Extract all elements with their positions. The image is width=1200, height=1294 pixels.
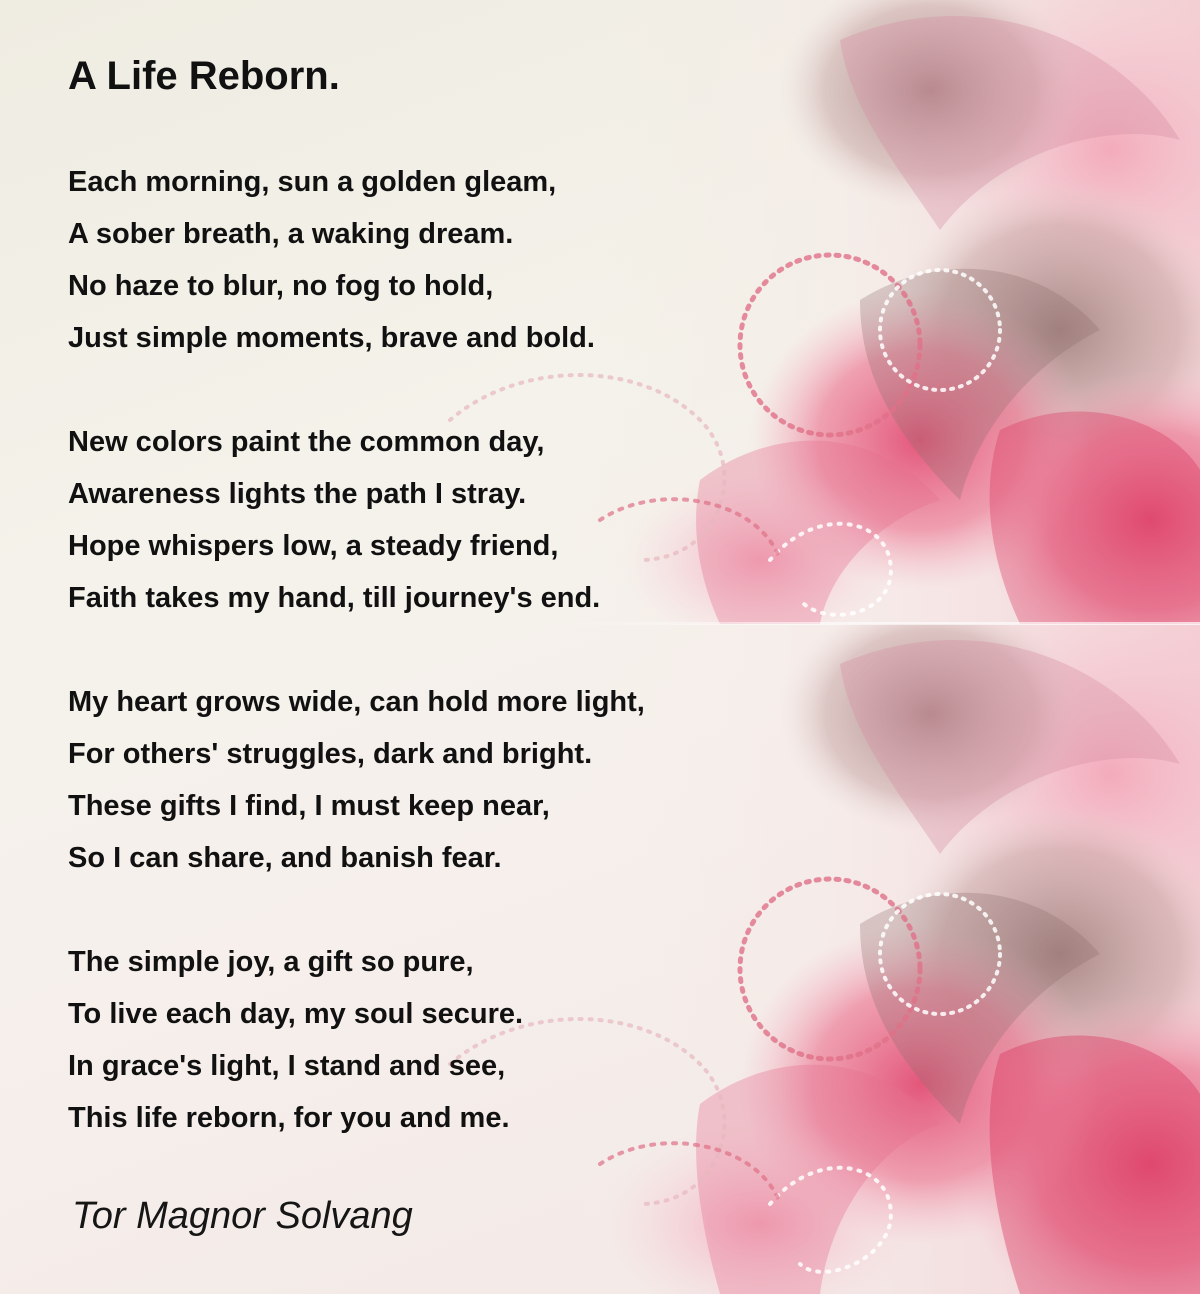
poem-line: The simple joy, a gift so pure, — [68, 946, 474, 978]
poem-line: This life reborn, for you and me. — [68, 1102, 510, 1134]
poem-line: Hope whispers low, a steady friend, — [68, 530, 559, 562]
poem-body — [68, 156, 828, 1196]
poem-line: No haze to blur, no fog to hold, — [68, 270, 494, 302]
poem-line: These gifts I find, I must keep near, — [68, 790, 550, 822]
poem-line: Just simple moments, brave and bold. — [68, 322, 595, 354]
poem-title: A Life Reborn. — [68, 54, 340, 98]
poem-line: To live each day, my soul secure. — [68, 998, 524, 1030]
poem-line: Awareness lights the path I stray. — [68, 478, 527, 510]
poem-line: A sober breath, a waking dream. — [68, 218, 514, 250]
stanza-4 — [68, 936, 828, 1144]
poem-line: Each morning, sun a golden gleam, — [68, 166, 557, 198]
poem-line: My heart grows wide, can hold more light, — [68, 686, 645, 718]
stanza-2 — [68, 416, 828, 624]
poem-author: Tor Magnor Solvang — [72, 1195, 413, 1237]
poem-line: So I can share, and banish fear. — [68, 842, 502, 874]
poem-line: For others' struggles, dark and bright. — [68, 738, 593, 770]
stanza-3 — [68, 676, 828, 884]
poem-line: In grace's light, I stand and see, — [68, 1050, 506, 1082]
poem-line: New colors paint the common day, — [68, 426, 545, 458]
stanza-1 — [68, 156, 828, 364]
poem-line: Faith takes my hand, till journey's end. — [68, 582, 601, 614]
